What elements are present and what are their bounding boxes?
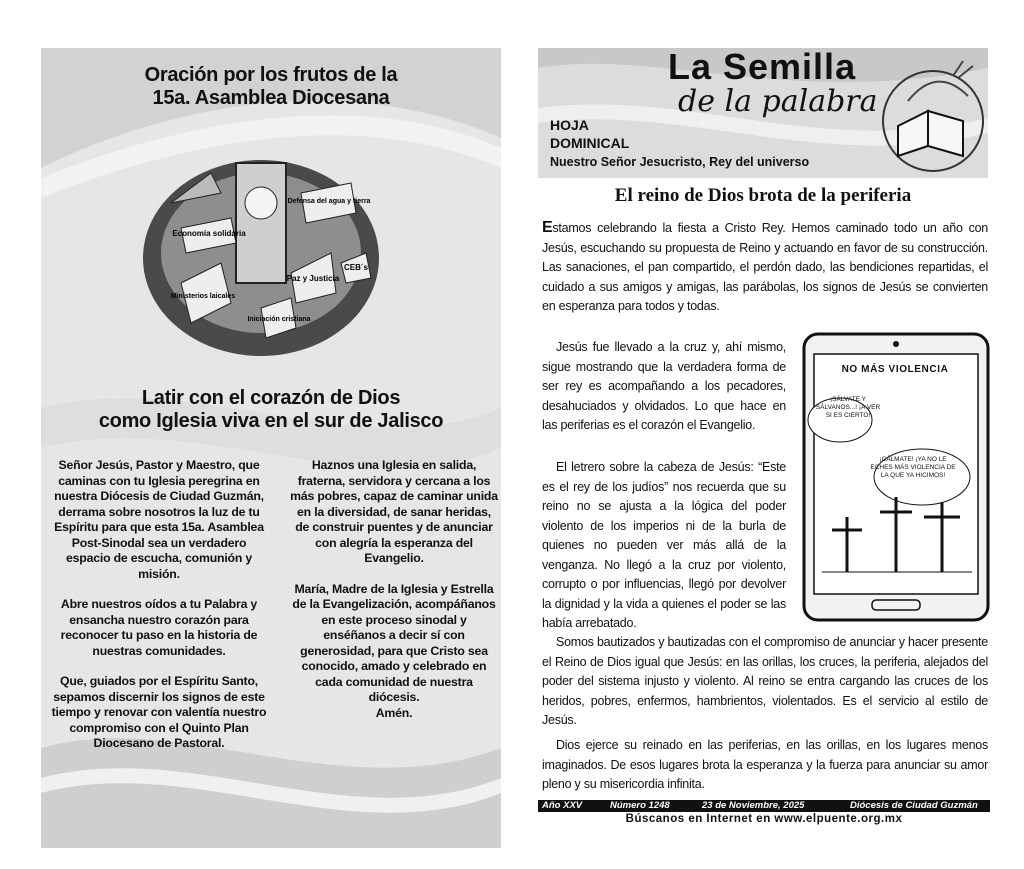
- label-defensa: Defensa del agua y tierra: [287, 198, 371, 205]
- issue-footer: [538, 800, 990, 812]
- footer-diocese: Diócesis de Ciudad Guzmán: [850, 800, 978, 811]
- drop-cap: E: [542, 219, 553, 236]
- label-ministerios: Ministerios laicales: [170, 293, 236, 300]
- feast-title: Nuestro Señor Jesucristo, Rey del universo: [550, 155, 810, 169]
- article-paragraph: Estamos celebrando la fiesta a Cristo Rey. Hemos caminado todo un año con Jesús, escuchando su propuesta de Reino y actuando en favor de su construcción. Las sanaciones, el pan compartido, el perdón dado, las bendiciones repartidas, el cuidado a sus amigos y amigas, las parábolas, los signos de Jesús se convierten en esperanza para todos y todas.: [542, 219, 988, 313]
- prayer-stanza: María, Madre de la Iglesia y Estrella de la Evangelización, acompáñanos en este proceso sinodal y enséñanos a decir sí con generosidad, para que Cristo sea conocido, amado y celebrado en cada comunidad de nuestra diócesis.: [292, 581, 496, 704]
- footer-date: 23 de Noviembre, 2025: [702, 800, 805, 811]
- prayer-amen: Amén.: [375, 705, 413, 720]
- prayer-stanza: Que, guiados por el Espíritu Santo, sepamos discernir los signos de este tiempo y renovar con valentía nuestro compromiso con el Quinto Plan Diocesano de Pastoral.: [51, 674, 267, 750]
- masthead-subtitle: de la palabra: [678, 84, 878, 119]
- label-ceb: CEB´s: [343, 263, 369, 272]
- article-title: El reino de Dios brota de la periferia: [614, 185, 912, 206]
- article-paragraph: Dios ejerce su reinado en las periferias, en las orillas, en los lugares menos imaginados. De esos lugares brota la esperanza y la fuerza para anunciar su amor pleno y su misericordia infinita.: [542, 738, 988, 791]
- speech-bubble: ¡SÁLVATE Y SÁLVANOS...! ¡A VER SI ES CIERTO!: [815, 396, 881, 419]
- label-paz: Paz y Justicia: [286, 274, 340, 283]
- website-line: Búscanos en Internet en www.elpuente.org.mx: [625, 813, 903, 825]
- footer-year: Año XXV: [542, 800, 583, 811]
- prayer-stanza: Abre nuestros oídos a tu Palabra y ensancha nuestro corazón para reconocer tu paso en la historia de nuestras comunidades.: [60, 597, 258, 658]
- prayer-stanza: Señor Jesús, Pastor y Maestro, que caminas con tu Iglesia peregrina en nuestra Diócesis de Ciudad Guzmán, derrama sobre nosotros la luz de tu Espíritu para que esta 15a. Asamblea Post-Sinodal sea un verdadero espacio de escucha, comunión y misión.: [54, 458, 264, 581]
- masthead-title: La Semilla: [668, 48, 857, 87]
- prayer-column-right: [289, 458, 499, 736]
- prayer-subtitle: Latir con el corazón de Dios como Iglesia viva en el sur de Jalisco: [98, 387, 444, 432]
- bulletin-page: [538, 48, 990, 838]
- open-book-icon: [868, 56, 988, 176]
- speech-bubble: ¡CÁLMATE! ¡YA NO LE ECHES MÁS VIOLENCIA DE LA QUE YA HICIMOS!: [870, 456, 956, 479]
- cartoon-caption: NO MÁS VIOLENCIA: [841, 364, 949, 375]
- prayer-page: [41, 48, 501, 848]
- assembly-illustration: [141, 133, 381, 358]
- label-iniciacion: Iniciación cristiana: [247, 316, 311, 323]
- prayer-column-left: [49, 458, 269, 767]
- masthead: [538, 48, 988, 178]
- article-paragraph: El letrero sobre la cabeza de Jesús: “Este es el rey de los judíos” nos recuerda que su reino no se ajusta a la lógica del poder violento de los imperios ni de la burla de quienes no pueden ver más allá de la venganza. No llegó a la cruz por violento, corrupto o por influencias, llegó por devolver la dignidad y la vida a quienes el poder se las había arrebatado.: [542, 460, 786, 630]
- label-economia: Economía solidaria: [172, 229, 246, 238]
- prayer-title: Oración por los frutos de la 15a. Asamblea Diocesana: [144, 64, 398, 109]
- hoja-dominical: HOJA DOMINICAL: [550, 117, 630, 151]
- article-paragraph: Somos bautizados y bautizadas con el compromiso de anunciar y hacer presente el Reino de Dios igual que Jesús: en las orillas, los cruces, la periferia, alejados del poder del sistema injusto y violento. Al reino se entra cargando las cruces de los heridos, pobres, enfermos, hambrientos, violentados. Es el servicio al estilo de Jesús.: [542, 635, 988, 727]
- prayer-stanza: Haznos una Iglesia en salida, fraterna, servidora y cercana a los más pobres, capaz de caminar unida en la diversidad, de sanar heridas, de construir puentes y de anunciar con alegría la esperanza del Evangelio.: [290, 458, 498, 565]
- article-paragraph: Jesús fue llevado a la cruz y, ahí mismo, sigue mostrando que la verdadera forma de ser rey es acompañando a los pecadores, desahuciados y olvidados. Lo que hace en las periferias es el corazón el Evangelio.: [542, 340, 786, 432]
- footer-number: Número 1248: [610, 800, 670, 811]
